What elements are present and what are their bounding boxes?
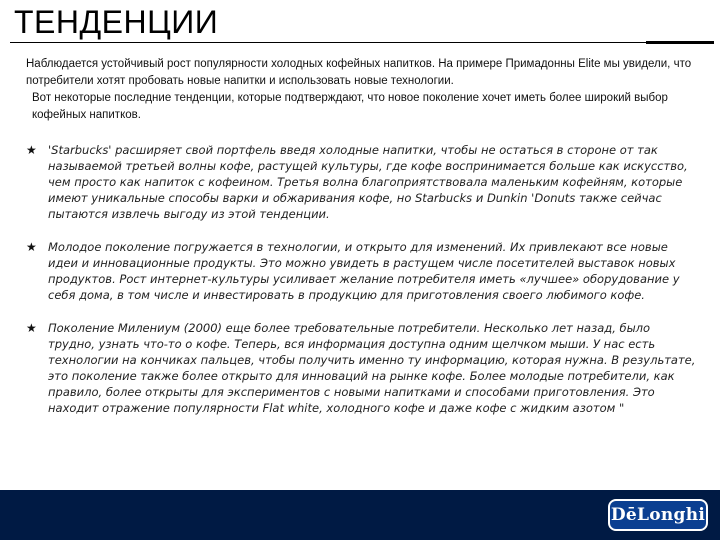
list-item-text: 'Starbucks' расширяет свой портфель введя холодные напитки, чтобы не остаться в стороне от так называемой третьей волны кофе, растущей культуры, где кофе воспринимается больше как искусство, чем просто как напиток с кофеином. Третья волна благоприятствовала маленьким кофейням, которые имеют уникальные способы варки и обжаривания кофе, но Starbucks и Dunkin 'Donuts также сейчас пытаются извлечь выгоду из этой тенденции. (48, 143, 688, 221)
list-item (26, 239, 698, 303)
page-title: ТЕНДЕНЦИИ (14, 4, 219, 40)
delonghi-logo (608, 499, 708, 531)
star-icon: ★ (26, 321, 37, 335)
trend-list (26, 142, 698, 433)
intro-paragraph-2: Вот некоторые последние тенденции, которые подтверждают, что новое поколение хочет иметь более широкий выбор кофейных напитков. (32, 92, 668, 121)
intro-paragraph-1: Наблюдается устойчивый рост популярности холодных кофейных напитков. На примере Примадонны Elite мы увидели, что потребители хотят пробовать новые напитки и использовать новые технологии. (26, 58, 692, 87)
list-item (26, 320, 698, 416)
title-divider (10, 42, 714, 43)
logo-text: DēLonghi (610, 505, 706, 525)
star-icon: ★ (26, 240, 37, 254)
list-item-text: Молодое поколение погружается в технологии, и открыто для изменений. Их привлекают все новые идеи и инновационные продукты. Это можно увидеть в растущем числе посетителей выставок новых продуктов. Рост интернет-культуры усиливает желание потребителя иметь «лучшее» оборудование у себя дома, в том числе и инвестировать в продукцию для приготовления своего любимого кофе. (48, 240, 680, 302)
list-item (26, 142, 698, 222)
list-item-text: Поколение Милениум (2000) еще более требовательные потребители. Несколько лет назад, было трудно, узнать что-то о кофе. Теперь, вся информация доступна одним щелчком мыши. У нас есть технологии на кончиках пальцев, чтобы получить именно ту информацию, которая нужна. В результате, это поколение также более открыто для инноваций на рынке кофе. Более молодые потребители, как правило, более открыты для экспериментов с новыми напитками и способами приготовления. Это находит отражение популярности Flat white, холодного кофе и даже кофе с жидким азотом " (48, 321, 696, 415)
footer-bar (0, 490, 720, 540)
intro-text (26, 56, 700, 124)
star-icon: ★ (26, 143, 37, 157)
title-divider-accent (646, 41, 714, 44)
